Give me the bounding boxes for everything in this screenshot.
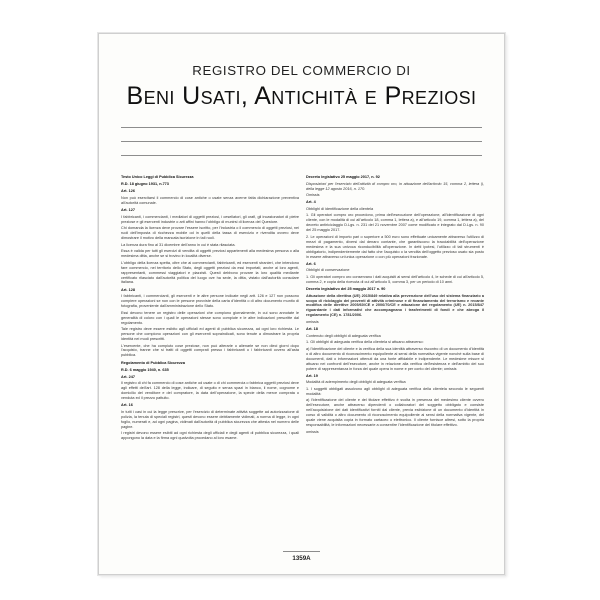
- footer-divider: [283, 551, 320, 552]
- register-cover-sheet: [98, 33, 505, 575]
- paragraph: Contenuto degli obblighi di adeguata verifica: [306, 333, 381, 338]
- section-heading: Art. 128: [121, 287, 135, 292]
- paragraph: Omissis: [306, 193, 320, 198]
- paragraph: 1. Gli operatori compro oro procedono, prima dell'esecuzione dell'operazione, all'identificazione di ogni cliente, con le modalità di cui all'articolo 18, comma 1, lettera a), e all'articolo 19, comma 1, lettera a), del decreto antiriciclaggio D.Lgs. n. 231 del 21 novembre 2007 come modificato e integrato dal D.Lgs. n. 90 del 25 maggio 2017.: [306, 213, 484, 233]
- paragraph: L'obbligo della licenza spetta, oltre che ai commercianti, fabbricanti, ed esercenti stranieri, che intendono fare commercio, nel territorio dello Stato, degli oggetti preziosi da essi importati, anche al loro agenti, rappresentanti, commessi viaggiatori e piazzisti. Questi debbono provare la loro qualità mediante certificato rilasciato dall'autorità politica del luogo ove ha sede, la ditta, vistato dall'autorità consolare italiana.: [121, 260, 299, 285]
- section-heading: Decreto legislativo del 25 maggio 2017 n. 90: [306, 287, 386, 292]
- paragraph: I fabbricanti, i commercianti, i mediatori di oggetti preziosi, i cesellatori, gli orafi, gli incastonatori di pietre preziose e gli esercenti industrie o arti affini hanno l'obbligo di munirsi di licenza del Questore.: [121, 214, 299, 224]
- paragraph: L'esercente, che ha compiuto cose preziose, non può alterarle o alienarle se non dieci giorni dopo l'acquisto, tranne che si tratti di oggetti comprati presso i fabbricanti o i fabbricanti ovvero all'asta pubblica.: [121, 343, 299, 358]
- paragraph: Modalità di adempimento degli obblighi di adeguata verifica: [306, 380, 406, 385]
- section-heading: Testo Unico Leggi di Pubblica Sicurezza: [121, 175, 194, 180]
- paragraph: a) l'identificazione del cliente e la verifica della sua identità attraverso riscontro di un documento d'identità o di altro documento di riconoscimento equipollente ai sensi della normativa vigente nonché sulla base di documenti, dati o informazioni ottenuti da una fonte affidabile e indipendente. Le medesime misure si attuano nei confronti dell'esecutore, anche in relazione alla verifica dell'esistenza e dell'ambito del suo potere di rappresentanza in forza del quale opera in nome e per conto del cliente; omissis: [306, 346, 484, 371]
- section-heading: Art. 16: [121, 403, 133, 408]
- paragraph: La licenza dura fino al 31 dicembre dell'anno in cui è stata rilasciata.: [121, 242, 236, 247]
- paragraph: Tale registro deve essere esibito agli ufficiali ed agenti di pubblica sicurezza, ad ogni loro richiesta. Le persone che compiono operazioni con gli esercenti sopraindicati, sono tenute a dimostrare la propria identità nei modi prescritti.: [121, 327, 299, 341]
- section-heading: R.D. 6 maggio 1940, n. 635: [121, 367, 169, 372]
- paragraph: Obblighi di identificazione della clientela: [306, 206, 374, 211]
- section-heading: Art. 18: [306, 327, 318, 332]
- paragraph: In tutti i casi in cui la legge prescrive, per l'esercizio di determinate attività soggette ad autorizzazione di polizia, la tenuta di speciali registri, questi devono essere debitamente vidimati, a norma di legge, in ogni foglio, numerati e, ad ogni pagina, vidimati dall'autorità di pubblica sicurezza che attesta nel numero delle pagine.: [121, 409, 299, 429]
- paragraph: Non può esercitarsi il commercio di cose antiche o usate senza averne fatta dichiarazione preventiva all'autorità comunale.: [121, 196, 299, 205]
- section-heading: Art. 6: [306, 261, 316, 266]
- paragraph: a) l'identificazione del cliente e del titolare effettivo è svolta in presenza del medesimo cliente ovvero dell'esecutore, anche attraverso dipendenti o collaboratori del soggetto obbligato e consiste nell'acquisizione dei dati identificativi forniti dal cliente, previa esibizione di un documento d'identità in corso di validità o altro documento di riconoscimento equipollente ai sensi della normativa vigente, del quale viene acquisita copia in formato cartaceo o elettronico. Il cliente fornisce altresì, sotto la propria responsabilità, le informazioni necessarie a consentire l'identificazione del titolare effettivo.: [306, 398, 484, 428]
- paragraph: 1. Gli obblighi di adeguata verifica della clientela si attuano attraverso:: [306, 340, 424, 345]
- paragraph: I fabbricanti, i commercianti, gli esercenti e le altre persone indicate negli artt. 126 e 127 non possono compiere operazioni se non con le persone provviste della carta d'identità o di altro documento munito di fotografia, proveniente dall'amministrazione dello Stato.: [121, 294, 299, 309]
- section-heading: Art. 127: [121, 208, 135, 213]
- blank-line-3: [121, 155, 482, 156]
- blank-line-1: [121, 127, 482, 128]
- section-heading: R.D. 18 giugno 1931, n.773: [121, 182, 169, 187]
- section-heading: Art. 126: [121, 189, 135, 194]
- section-heading: Art. 19: [306, 373, 318, 378]
- paragraph: I registri devono essere esibiti ad ogni richiesta degli ufficiali e degli agenti di pubblica sicurezza, i quali appongono la data e la firma ogni qualvolta procedano al loro esame.: [121, 431, 299, 441]
- register-heading-line1: REGISTRO DEL COMMERCIO DI: [192, 63, 411, 78]
- section-heading: Art. 4: [306, 200, 316, 205]
- paragraph: Il registro di chi fa commercio di cose antiche od usate o di chi commercia o fabbrica oggetti preziosi deve agli effetti dell'art. 128 della legge, indicare, di seguito e senza spazi in bianco, il nome, cognome e domicilio del venditore e del compratore, la data dell'operazione, la specie della merce comprata o venduta ed il prezzo pattuito.: [121, 381, 299, 401]
- paragraph: Attuazione della direttiva (UE) 2015/849 relativa alla prevenzione dell'uso del sistema finanziario a scopo di riciclaggio dei proventi di attività criminose e di finanziamento del terrorismo e recante modifica delle direttive 2005/60/CE e 2006/70/CE e attuazione del regolamento (UE) n. 2015/847 riguardante i dati informativi che accompagnano i trasferimenti di fondi e che abroga il regolamento (CE) n. 1781/2006.: [306, 293, 484, 318]
- law-text-left-column: [121, 173, 299, 443]
- paragraph: omissis: [306, 429, 319, 434]
- paragraph: 1. I soggetti obbligati assolvono agli obblighi di adeguata verifica della clientela secondo le seguenti modalità:: [306, 386, 484, 396]
- law-text-right-column: [306, 173, 484, 436]
- blank-line-2: [121, 141, 482, 142]
- paragraph: 1. Gli operatori compro oro conservano i dati acquisiti ai sensi dell'articolo 4, le schede di cui all'articolo 5, comma 2, e copia della ricevuta di cui all'articolo 5, comma 3, per un periodo di 10 anni.: [306, 274, 484, 284]
- paragraph: 2. Le operazioni di importo pari o superiore a 500 euro sono effettuate unicamente attraverso l'utilizzo di mezzi di pagamento, diversi dal denaro contante, che garantiscono la tracciabilità dell'operazione medesima e la sua univoca riconducibilità all'operazione. In detti ipotesi, l'utilizzo di tali strumenti è obbligatorio, indipendentemente dal fatto che l'acquisto o la vendita dell'oggetto prezioso usato sia posto in essere attraverso un'unica operazione o con più operazioni frazionate.: [306, 234, 484, 259]
- form-code: 1359A: [292, 555, 311, 562]
- paragraph: omissis: [306, 319, 319, 324]
- register-heading-title: Beni Usati, Antichità e Preziosi: [126, 82, 477, 110]
- paragraph: Chi domanda la licenza deve provare l'essere iscritto, per l'industria o il commercio di oggetti preziosi, nei ruoli dell'imposta di ricchezza mobile od in quelli della tassa di esercizio e rivendita ovvero deve dimostrare il motivo della mancata iscrizione in tali ruoli.: [121, 226, 299, 241]
- section-heading: Art. 247: [121, 374, 135, 379]
- paragraph: Obblighi di conservazione: [306, 268, 350, 273]
- section-heading: Regolamento di Pubblica Sicurezza: [121, 360, 185, 365]
- paragraph: Essi devono tenere un registro delle operazioni che compiono giornalmente, in cui sono annotate le generalità di coloro con i quali le operazioni stesse sono compiute e le altre indicazioni prescritte dal regolamento.: [121, 310, 299, 325]
- paragraph: Disposizioni per l'esercizio dell'attività di compro oro, in attuazione dell'articolo 15, comma 2, lettera l), della legge 12 agosto 2016, n. 170.: [306, 181, 484, 191]
- section-heading: Decreto legislativo 25 maggio 2017, n. 92: [306, 175, 380, 180]
- paragraph: Essa è valida per tutti gli esercizi di vendita di oggetti preziosi appartenenti alla medesima persona o alla medesima ditta, anche se si trovino in località diverse.: [121, 249, 299, 259]
